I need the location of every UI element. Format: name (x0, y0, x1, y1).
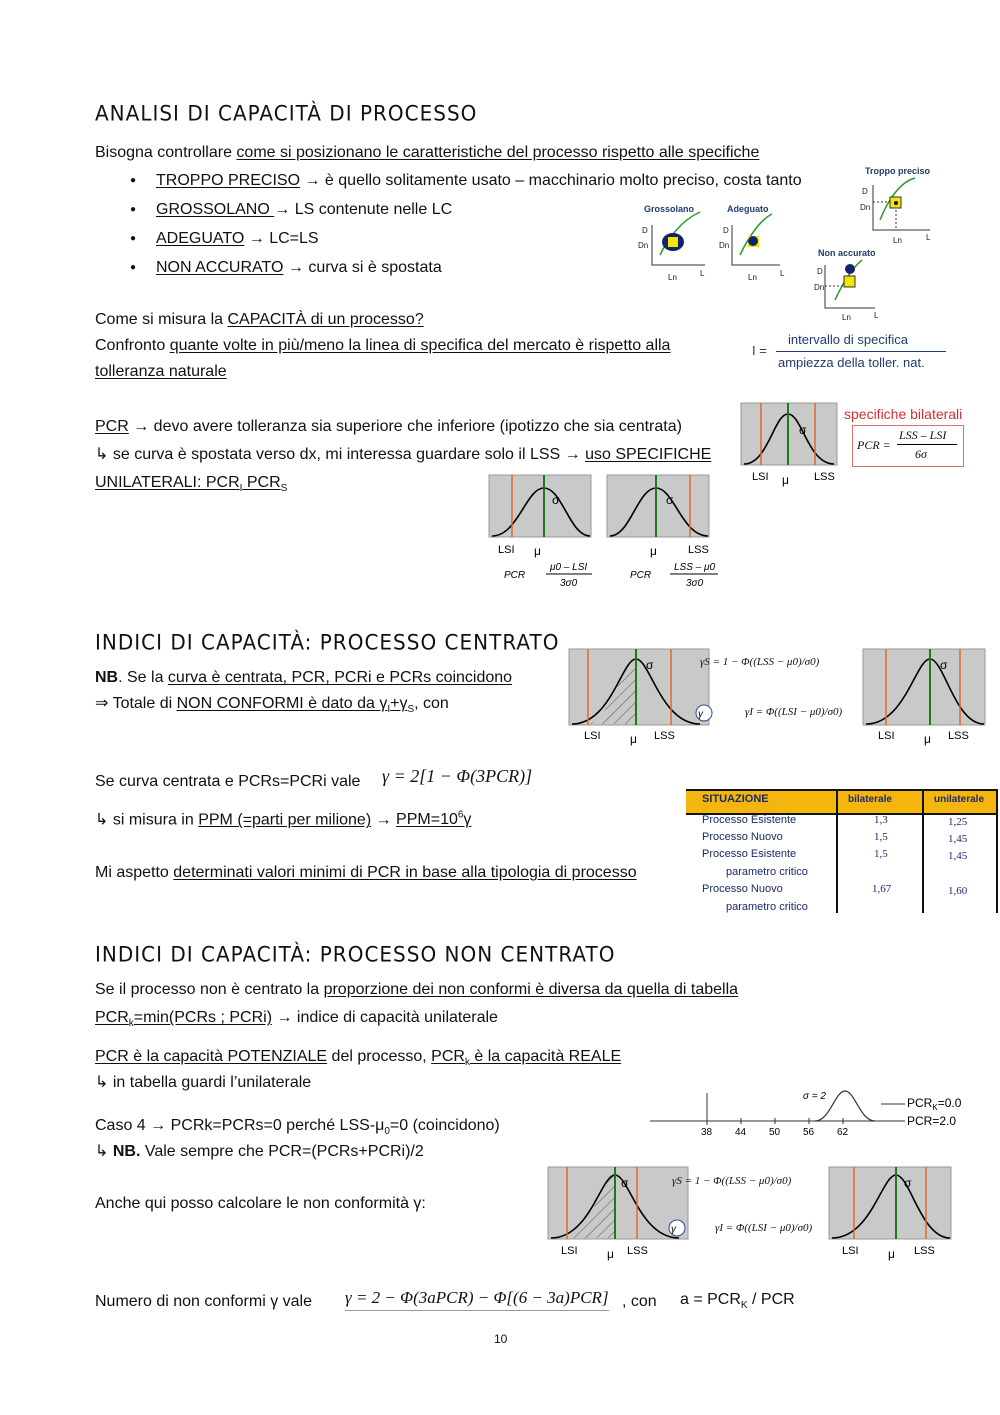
sigma-label: σ (904, 1176, 912, 1190)
pcr-formula-den: 6σ (915, 447, 927, 461)
formula-I-den: ampiezza della toller. nat. (778, 355, 925, 370)
caso4-line (95, 1116, 500, 1138)
mu-label: μ (607, 1247, 614, 1261)
pcrs-lhs: PCR (630, 570, 652, 581)
pcri-den: 3σ0 (560, 578, 578, 589)
table-header-situazione: SITUAZIONE (702, 793, 769, 805)
section-heading-non-centrato: INDICI DI CAPACITÀ: PROCESSO NON CENTRATO (95, 941, 616, 967)
axis-tick: 62 (837, 1127, 849, 1138)
a-formula (680, 1290, 795, 1312)
pcr-min-table (686, 789, 998, 913)
table-cell: Processo Nuovo (702, 831, 783, 843)
svg-text:γ: γ (698, 709, 703, 720)
pcri-lhs: PCR (504, 570, 526, 581)
bell-bilateral (740, 402, 840, 492)
pcr-text: → devo avere tolleranza sia superiore che inferiore (ipotizzo che sia centrata) (128, 418, 682, 435)
q-prefix: Come si misura la (95, 311, 228, 328)
conf-underlined: quante volte in più/meno la linea di specifica del mercato è rispetto alla (169, 337, 671, 354)
sigma-label: σ (799, 423, 807, 437)
formula-I (752, 331, 952, 371)
gamma-formula: γ = 2[1 − Φ(3PCR)] (382, 766, 533, 786)
bullet-item-non-accurato (156, 258, 442, 277)
real-sub: k (464, 1057, 470, 1069)
sigma-label: σ (552, 493, 560, 507)
numero-formula: γ = 2 − Φ(3aPCR) − Φ[(6 − 3a)PCR] (345, 1288, 609, 1311)
svg-text:γ: γ (671, 1224, 676, 1235)
potenziale-reale-line (95, 1047, 621, 1069)
pcrk-suffix: → indice di capacità unilaterale (272, 1009, 498, 1026)
lsi-label: LSI (878, 730, 895, 742)
formula-I-lhs: I = (752, 343, 767, 358)
label-non-accurato: Non accurato (818, 248, 876, 258)
axis-d: D (817, 267, 823, 276)
tabella-line: ↳ in tabella guardi l’unilaterale (95, 1074, 312, 1091)
gamma-i-formula: γI = Φ((LSI − μ0)/σ0) (745, 706, 843, 718)
intro-prefix: Bisogna controllare (95, 144, 237, 161)
pcrk-u2: =min(PCRs ; PCRi) (133, 1009, 273, 1026)
pot-u: PCR è la capacità POTENZIALE (95, 1048, 328, 1065)
pot-mid: del processo, (327, 1048, 432, 1065)
conf-prefix: Confronto (95, 337, 170, 354)
table-cell: 1,25 (948, 816, 968, 828)
bullet-term: ADEGUATO (156, 230, 245, 247)
axis-d: D (642, 226, 648, 235)
numero-line: Numero di non conformi γ vale (95, 1293, 312, 1310)
bullet-term: GROSSOLANO (156, 201, 275, 218)
capacita-question (95, 310, 424, 329)
bell-centered-hatched (566, 647, 716, 747)
table-cell: 1,5 (874, 848, 888, 860)
a-formula-1: a = PCR (680, 1291, 741, 1308)
svg-text:PCRK=0.0 (907, 1096, 962, 1112)
lsi-label: LSI (498, 544, 515, 556)
bullet-icon: ● (130, 175, 137, 186)
label-troppo-preciso: Troppo preciso (865, 166, 931, 176)
lsi-label: LSI (752, 471, 769, 483)
gamma-s-formula: γS = 1 − Φ((LSS − μ0)/σ0) (700, 656, 820, 668)
pcrk-sub: k (128, 1018, 134, 1030)
tot-prefix: ⇒ Totale di (95, 695, 177, 712)
pcr-label: PCR=2.0 (907, 1114, 957, 1128)
pcrk-line (95, 1008, 498, 1030)
shift-underlined: uso SPECIFICHE (585, 446, 712, 463)
anche-line: Anche qui posso calcolare le non conformità γ: (95, 1195, 426, 1212)
real-u2: è la capacità REALE (469, 1048, 622, 1065)
axis-l: L (700, 269, 705, 278)
section-heading-capacita: ANALISI DI CAPACITÀ DI PROCESSO (95, 100, 478, 126)
nb2-prefix: ↳ (95, 1143, 113, 1160)
ppm-gamma: γ (463, 811, 472, 829)
sub-i: I (239, 483, 243, 495)
pcr-line (95, 417, 682, 436)
axis-ln: Ln (842, 313, 851, 320)
formula-I-num: intervallo di specifica (788, 332, 908, 347)
pcrk-u: PCR (95, 1009, 129, 1026)
sigma-label: σ (621, 1176, 629, 1190)
table-cell: 1,5 (874, 831, 888, 843)
a-formula-sub: K (740, 1300, 748, 1312)
axis-tick: 56 (803, 1127, 815, 1138)
pcrs-den: 3σ0 (686, 578, 704, 589)
bullet-icon: ● (130, 262, 137, 273)
confronto-line (95, 336, 670, 355)
bell-unilateral-lower (486, 474, 596, 594)
tot-underlined: NON CONFORMI è dato da γ (176, 695, 388, 712)
lss-label: LSS (654, 730, 675, 742)
aspetto-line (95, 863, 637, 882)
non-centrato-line (95, 980, 738, 999)
caso4-suffix: =0 (coincidono) (389, 1117, 500, 1134)
label-adeguato: Adeguato (727, 204, 769, 214)
table-cell: Processo Esistente (702, 814, 797, 826)
caso4-text: Caso 4 → PCRk=PCRs=0 perché LSS-μ (95, 1117, 385, 1134)
axis-dn: Dn (719, 241, 730, 250)
lss-label: LSS (627, 1245, 648, 1257)
nb-underlined: curva è centrata, PCR, PCRi e PCRs coincidono (167, 669, 513, 686)
bullet-desc: → è quello solitamente usato – macchinario molto preciso, costa tanto (300, 172, 802, 189)
axis-tick: 38 (701, 1127, 713, 1138)
bullet-item-grossolano (156, 200, 452, 219)
ppm-underlined: PPM (=parti per milione) (198, 811, 372, 829)
axis-dn: Dn (638, 241, 649, 250)
ppm-prefix: ↳ si misura in (95, 811, 199, 829)
totale-line (95, 694, 449, 716)
tot-sub-i: I (387, 704, 391, 716)
table-cell: Processo Esistente (702, 848, 797, 860)
nb2-bold: NB. (112, 1143, 141, 1160)
a-formula-2: / PCR (747, 1291, 795, 1308)
gamma-i-formula-2: γI = Φ((LSI − μ0)/σ0) (715, 1222, 813, 1234)
axis-ln: Ln (668, 273, 677, 282)
p1-underlined: proporzione dei non conformi è diversa da quella di tabella (323, 981, 739, 998)
label-grossolano: Grossolano (644, 204, 695, 214)
pcrk-label-val: =0.0 (937, 1096, 962, 1110)
pcr-formula-lhs: PCR = (857, 438, 891, 452)
bullet-desc: → curva si è spostata (283, 259, 442, 276)
sigma-label: σ (646, 658, 654, 672)
tot-sub-s: S (407, 704, 415, 716)
table-cell: 1,60 (948, 885, 968, 897)
aspetto-underlined: determinati valori minimi di PCR in base alla tipologia di processo (173, 864, 637, 881)
caso4-sub: 0 (384, 1126, 390, 1138)
intro-underlined: come si posizionano le caratteristiche del processo rispetto alle specifiche (236, 144, 760, 161)
axis-l: L (780, 269, 785, 278)
bullet-term: NON ACCURATO (156, 259, 284, 276)
axis-d: D (723, 226, 729, 235)
lss-label: LSS (688, 544, 709, 556)
pcr-formula-num: LSS – LSI (899, 428, 947, 442)
centrata-line: Se curva centrata e PCRs=PCRi vale (95, 773, 361, 790)
mu-label: μ (888, 1247, 895, 1261)
nb-bold: NB (95, 669, 119, 686)
pcrk-label: PCR (907, 1096, 933, 1110)
mu-label: μ (924, 732, 931, 746)
page-number: 10 (494, 1332, 508, 1346)
pcrk-label-sub: K (932, 1103, 938, 1112)
table-cell: 1,45 (948, 833, 968, 845)
table-cell: 1,67 (872, 883, 892, 895)
tot-suffix: , con (414, 695, 449, 712)
sigma-label: σ (940, 658, 948, 672)
gamma-s-formula-2: γS = 1 − Φ((LSS − μ0)/σ0) (672, 1175, 792, 1187)
ppm-line (95, 810, 471, 830)
mu-label: μ (650, 544, 657, 558)
pcr-label: PCR (95, 418, 129, 435)
bullet-icon: ● (130, 233, 137, 244)
aspetto-prefix: Mi aspetto (95, 864, 174, 881)
mu-label: μ (534, 544, 541, 558)
pcrk-axis-sketch (645, 1085, 975, 1140)
table-header-unilaterale: unilaterale (934, 794, 985, 805)
ppm-sup: 6 (457, 810, 464, 821)
table-cell: 1,3 (874, 814, 888, 826)
real-u: PCR (431, 1048, 465, 1065)
tot-plus: +γ (390, 695, 408, 712)
nb-line (95, 668, 512, 687)
section-heading-centrato: INDICI DI CAPACITÀ: PROCESSO CENTRATO (95, 629, 560, 655)
accuracy-diagrams (630, 160, 970, 320)
bullet-item-adeguato (156, 229, 319, 248)
nb2-line (95, 1142, 424, 1161)
axis-ln: Ln (893, 236, 902, 245)
axis-ln: Ln (748, 273, 757, 282)
lsi-label: LSI (842, 1245, 859, 1257)
lss-label: LSS (914, 1245, 935, 1257)
bullet-desc: → LS contenute nelle LC (274, 201, 453, 218)
nb2-text: Vale sempre che PCR=(PCRs+PCRi)/2 (140, 1143, 424, 1160)
pcrs-text: PCR (242, 474, 281, 491)
bell-unilateral-upper (604, 474, 724, 594)
lsi-label: LSI (561, 1245, 578, 1257)
table-cell: 1,45 (948, 850, 968, 862)
p1-prefix: Se il processo non è centrato la (95, 981, 324, 998)
shift-prefix: ↳ se curva è spostata verso dx, mi interessa guardare solo il LSS → (95, 446, 586, 463)
unilateral-text: UNILATERALI: PCR (95, 474, 240, 491)
axis-d: D (862, 187, 868, 196)
pcr-bilateral-formula (852, 425, 964, 467)
bullet-desc: → LC=LS (244, 230, 319, 247)
bullet-term: TROPPO PRECISO (156, 172, 301, 189)
bell-centered-plain (860, 647, 990, 747)
mu-label: μ (782, 473, 789, 487)
table-cell: parametro critico (726, 901, 808, 913)
axis-dn: Dn (814, 283, 825, 292)
table-cell: Processo Nuovo (702, 883, 783, 895)
table-header-bilaterale: bilaterale (848, 794, 892, 805)
pcri-num: μ0 – LSI (550, 562, 588, 573)
axis-l: L (926, 233, 931, 242)
axis-l: L (874, 311, 879, 320)
bullet-icon: ● (130, 204, 137, 215)
lss-label: LSS (948, 730, 969, 742)
ppm-arrow: → (371, 811, 397, 829)
sigma-label: σ (666, 493, 674, 507)
axis-tick: 50 (769, 1127, 781, 1138)
axis-dn: Dn (860, 203, 871, 212)
axis-sigma: σ = 2 (803, 1091, 826, 1102)
sub-s: S (280, 483, 288, 495)
con-text: , con (622, 1293, 657, 1310)
lss-label: LSS (814, 471, 835, 483)
unilaterali-line (95, 473, 287, 495)
lsi-label: LSI (584, 730, 601, 742)
mu-label: μ (630, 732, 637, 746)
nb-text: . Se la (118, 669, 168, 686)
ppm-underlined-2: PPM=10 (396, 811, 458, 829)
spec-bilaterali-label: specifiche bilaterali (844, 406, 963, 422)
shift-line (95, 445, 711, 464)
q-underlined: CAPACITÀ di un processo? (227, 311, 424, 328)
pcrs-num: LSS – μ0 (674, 562, 716, 573)
bell-noncentered-plain (826, 1165, 956, 1265)
table-cell: parametro critico (726, 866, 808, 878)
tolleranza-naturale: tolleranza naturale (95, 363, 227, 380)
axis-tick: 44 (735, 1127, 747, 1138)
